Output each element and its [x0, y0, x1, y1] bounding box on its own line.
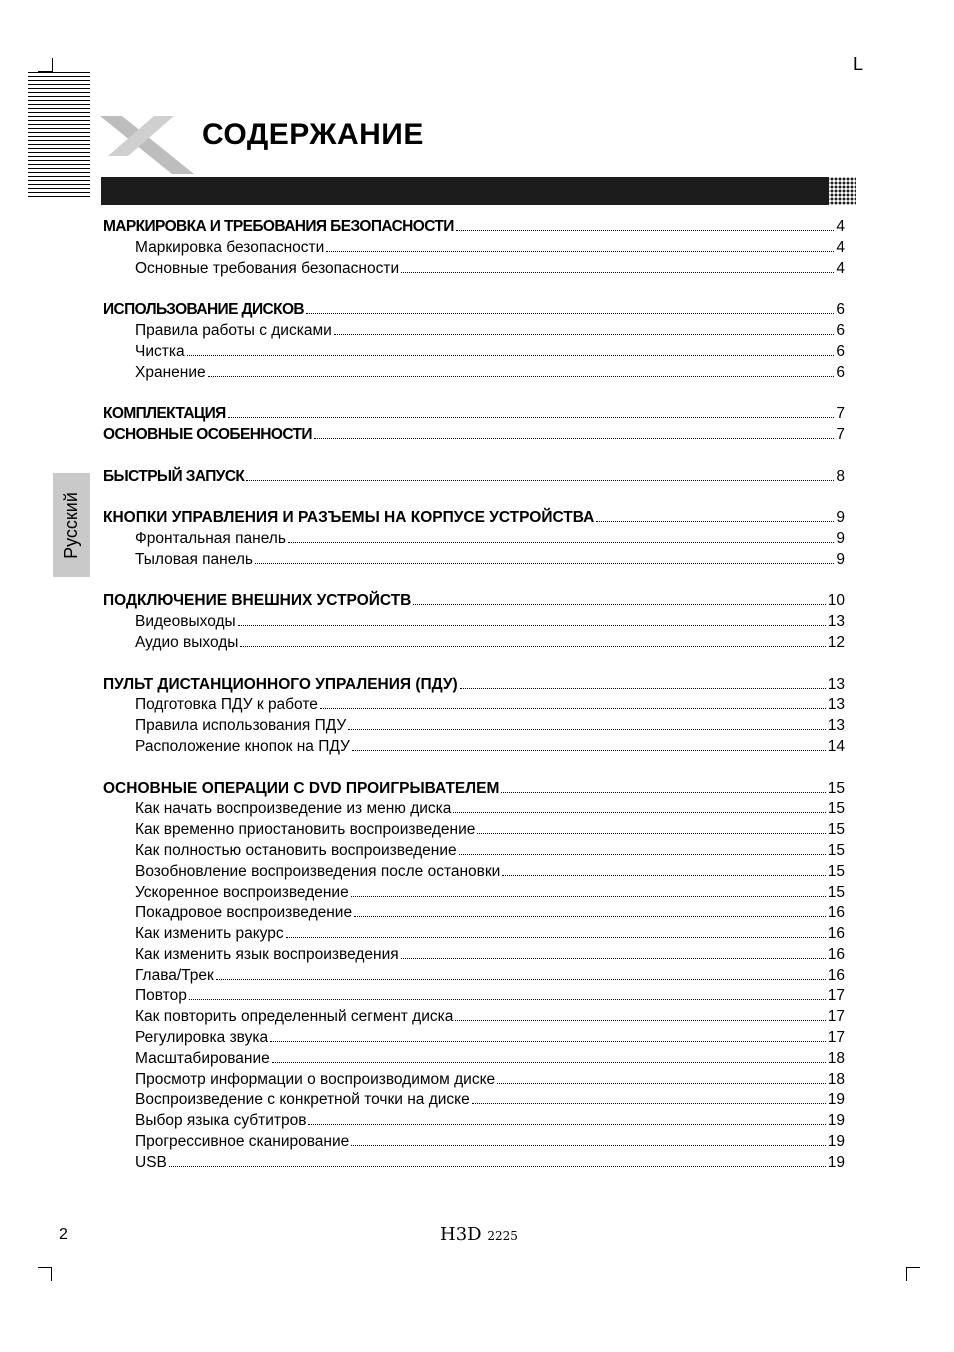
- toc-dot-leader: [216, 979, 826, 980]
- toc-entry-page: 10: [827, 592, 845, 610]
- toc-dot-leader: [351, 896, 826, 897]
- toc-dot-leader: [169, 1166, 826, 1167]
- toc-entry-label: ИСПОЛЬЗОВАНИЕ ДИСКОВ: [103, 301, 305, 319]
- toc-subsection-row: [103, 841, 845, 862]
- toc-entry-page: 12: [827, 633, 845, 651]
- toc-subsection-row: [103, 903, 845, 924]
- toc-spacer: [103, 446, 845, 467]
- toc-subsection-row: [103, 1049, 845, 1070]
- toc-entry-page: 15: [827, 883, 845, 901]
- toc-entry-page: 4: [836, 259, 845, 277]
- footer-number: 2225: [487, 1229, 518, 1243]
- toc-subsection-row: [103, 550, 845, 571]
- toc-dot-leader: [477, 833, 825, 834]
- toc-entry-page: 18: [827, 1049, 845, 1067]
- toc-entry-label: Как изменить ракурс: [135, 925, 284, 943]
- toc-section-row: [103, 425, 845, 446]
- toc-dot-leader: [459, 854, 826, 855]
- toc-entry-page: 15: [827, 800, 845, 818]
- toc-entry-label: Основные требования безопасности: [135, 259, 400, 277]
- crop-mark-bottom-left-h: [38, 1267, 52, 1268]
- toc-entry-label: Расположение кнопок на ПДУ: [135, 737, 350, 755]
- toc-entry-label: КОМПЛЕКТАЦИЯ: [103, 405, 226, 423]
- decorative-stripes: [28, 72, 90, 200]
- toc-entry-page: 7: [836, 425, 845, 443]
- toc-subsection-row: [103, 799, 845, 820]
- toc-section-row: [103, 300, 845, 321]
- toc-entry-label: КНОПКИ УПРАВЛЕНИЯ И РАЗЪЕМЫ НА КОРПУСЕ УСТРОЙСТВА: [103, 509, 595, 527]
- toc-entry-label: Подготовка ПДУ к работе: [135, 696, 318, 714]
- toc-dot-leader: [288, 542, 834, 543]
- toc-subsection-row: [103, 1028, 845, 1049]
- toc-entry-label: Правила работы с дисками: [135, 321, 332, 339]
- toc-entry-page: 13: [827, 613, 845, 631]
- toc-section-row: [103, 779, 845, 800]
- toc-entry-label: Выбор языка субтитров: [135, 1112, 307, 1130]
- toc-entry-page: 4: [836, 238, 845, 256]
- toc-entry-label: Глава/Трек: [135, 966, 214, 984]
- toc-dot-leader: [453, 812, 825, 813]
- crop-mark-bottom-right-h: [906, 1267, 920, 1268]
- toc-entry-label: Прогрессивное сканирование: [135, 1133, 350, 1151]
- toc-subsection-row: [103, 633, 845, 654]
- toc-entry-label: ОСНОВНЫЕ ОПЕРАЦИИ С DVD ПРОИГРЫВАТЕЛЕМ: [103, 779, 500, 797]
- toc-subsection-row: [103, 529, 845, 550]
- toc-entry-label: Возобновление воспроизведения после остановки: [135, 862, 501, 880]
- toc-entry-label: Как временно приостановить воспроизведение: [135, 821, 476, 839]
- toc-dot-leader: [272, 1062, 826, 1063]
- toc-entry-page: 17: [827, 1008, 845, 1026]
- toc-entry-label: Масштабирование: [135, 1049, 270, 1067]
- toc-entry-page: 13: [827, 675, 845, 693]
- toc-entry-page: 4: [836, 218, 845, 235]
- toc-dot-leader: [401, 958, 826, 959]
- toc-entry-label: Покадровое воспроизведение: [135, 904, 353, 922]
- toc-entry-page: 16: [827, 966, 845, 984]
- toc-dot-leader: [472, 1103, 826, 1104]
- toc-dot-leader: [270, 1041, 826, 1042]
- toc-dot-leader: [596, 521, 834, 522]
- toc-entry-page: 14: [827, 737, 845, 755]
- toc-entry-label: Регулировка звука: [135, 1029, 269, 1047]
- toc-dot-leader: [455, 1020, 825, 1021]
- toc-spacer: [103, 279, 845, 300]
- toc-entry-label: ПОДКЛЮЧЕНИЕ ВНЕШНИХ УСТРОЙСТВ: [103, 592, 412, 610]
- toc-entry-label: Маркировка безопасности: [135, 238, 325, 256]
- toc-entry-page: 13: [827, 696, 845, 714]
- toc-section-row: [103, 591, 845, 612]
- toc-dot-leader: [238, 625, 826, 626]
- toc-dot-leader: [348, 729, 825, 730]
- toc-entry-label: Просмотр информации о воспроизводимом диске: [135, 1070, 496, 1088]
- toc-dot-leader: [314, 438, 834, 439]
- toc-dot-leader: [334, 334, 835, 335]
- toc-entry-page: 15: [827, 821, 845, 839]
- toc-subsection-row: [103, 363, 845, 384]
- corner-mark: L: [853, 54, 864, 74]
- toc-subsection-row: [103, 321, 845, 342]
- toc-subsection-row: [103, 1070, 845, 1091]
- toc-dot-leader: [208, 376, 835, 377]
- toc-subsection-row: [103, 1132, 845, 1153]
- brand-x-logo-icon: [96, 108, 196, 178]
- toc-section-row: [103, 675, 845, 696]
- toc-entry-label: Как начать воспроизведение из меню диска: [135, 800, 452, 818]
- toc-entry-page: 15: [827, 841, 845, 859]
- toc-dot-leader: [401, 272, 834, 273]
- toc-entry-page: 19: [827, 1091, 845, 1109]
- toc-dot-leader: [460, 688, 826, 689]
- toc-entry-label: Как изменить язык воспроизведения: [135, 945, 399, 963]
- toc-entry-label: Правила использования ПДУ: [135, 717, 347, 735]
- language-side-tab-label: Русский: [61, 491, 82, 559]
- toc-entry-label: Ускоренное воспроизведение: [135, 883, 349, 901]
- toc-subsection-row: [103, 612, 845, 633]
- toc-dot-leader: [320, 708, 826, 709]
- toc-subsection-row: [103, 945, 845, 966]
- toc-section-row: [103, 217, 845, 238]
- title-bar-dots: [822, 177, 856, 205]
- toc-spacer: [103, 487, 845, 508]
- toc-entry-page: 17: [827, 987, 845, 1005]
- toc-entry-page: 6: [836, 363, 845, 381]
- toc-entry-label: Воспроизведение с конкретной точки на диске: [135, 1091, 470, 1109]
- toc-dot-leader: [352, 750, 826, 751]
- toc-dot-leader: [326, 251, 834, 252]
- crop-mark-top-left-v: [52, 58, 53, 72]
- page-title: СОДЕРЖАНИЕ: [202, 118, 424, 151]
- toc-entry-page: 19: [827, 1133, 845, 1151]
- toc-dot-leader: [246, 480, 834, 481]
- toc-entry-label: ПУЛЬТ ДИСТАНЦИОННОГО УПРАЛЕНИЯ (ПДУ): [103, 675, 458, 693]
- toc-entry-label: Аудио выходы: [135, 633, 239, 651]
- toc-subsection-row: [103, 1007, 845, 1028]
- toc-entry-page: 16: [827, 945, 845, 963]
- toc-dot-leader: [228, 417, 835, 418]
- toc-subsection-row: [103, 737, 845, 758]
- toc-subsection-row: [103, 342, 845, 363]
- toc-section-row: [103, 404, 845, 425]
- toc-entry-page: 19: [827, 1153, 845, 1171]
- toc-entry-label: Как полностью остановить воспроизведение: [135, 841, 457, 859]
- toc-entry-label: БЫСТРЫЙ ЗАПУСК: [103, 467, 245, 485]
- crop-mark-bottom-left-v: [51, 1267, 52, 1281]
- toc-dot-leader: [351, 1145, 826, 1146]
- toc-entry-label: USB: [135, 1153, 167, 1171]
- toc-entry-label: Повтор: [135, 987, 187, 1005]
- toc-entry-page: 16: [827, 925, 845, 943]
- toc-entry-page: 8: [836, 467, 845, 485]
- toc-entry-page: 13: [827, 717, 845, 735]
- toc-subsection-row: [103, 238, 845, 259]
- toc-entry-page: 7: [836, 405, 845, 423]
- toc-entry-page: 19: [827, 1112, 845, 1130]
- title-bar: [101, 177, 829, 205]
- toc-subsection-row: [103, 862, 845, 883]
- toc-subsection-row: [103, 1111, 845, 1132]
- toc-entry-label: ОСНОВНЫЕ ОСОБЕННОСТИ: [103, 425, 312, 443]
- toc-entry-label: Хранение: [135, 363, 206, 381]
- toc-dot-leader: [354, 916, 826, 917]
- toc-section-row: [103, 508, 845, 529]
- toc-spacer: [103, 758, 845, 779]
- language-side-tab: [53, 473, 90, 577]
- toc-entry-label: Фронтальная панель: [135, 529, 286, 547]
- toc-entry-page: 15: [827, 779, 845, 797]
- toc-subsection-row: [103, 986, 845, 1007]
- toc-entry-label: Как повторить определенный сегмент диска: [135, 1008, 454, 1026]
- toc-subsection-row: [103, 716, 845, 737]
- toc-subsection-row: [103, 966, 845, 987]
- toc-dot-leader: [456, 230, 835, 231]
- toc-subsection-row: [103, 883, 845, 904]
- toc-spacer: [103, 383, 845, 404]
- page-number: 2: [59, 1226, 68, 1243]
- toc-dot-leader: [189, 999, 826, 1000]
- footer-model-mark: [440, 1224, 518, 1245]
- toc-entry-label: Чистка: [135, 342, 185, 360]
- footer-model: H3D: [440, 1224, 482, 1245]
- toc-entry-page: 9: [836, 529, 845, 547]
- table-of-contents: [103, 217, 845, 1174]
- toc-dot-leader: [502, 875, 825, 876]
- toc-entry-page: 16: [827, 904, 845, 922]
- toc-subsection-row: [103, 695, 845, 716]
- toc-entry-page: 15: [827, 862, 845, 880]
- toc-entry-page: 9: [836, 550, 845, 568]
- toc-dot-leader: [187, 355, 835, 356]
- toc-dot-leader: [308, 1124, 825, 1125]
- toc-dot-leader: [306, 313, 834, 314]
- toc-entry-page: 6: [836, 301, 845, 319]
- toc-entry-page: 17: [827, 1029, 845, 1047]
- toc-dot-leader: [286, 937, 826, 938]
- toc-spacer: [103, 654, 845, 675]
- toc-entry-page: 9: [836, 509, 845, 527]
- toc-subsection-row: [103, 1153, 845, 1174]
- toc-subsection-row: [103, 1090, 845, 1111]
- toc-dot-leader: [255, 563, 834, 564]
- toc-subsection-row: [103, 924, 845, 945]
- toc-entry-label: Тыловая панель: [135, 550, 253, 568]
- toc-entry-page: 6: [836, 321, 845, 339]
- toc-entry-page: 18: [827, 1070, 845, 1088]
- toc-entry-label: МАРКИРОВКА И ТРЕБОВАНИЯ БЕЗОПАСНОСТИ: [103, 218, 454, 235]
- toc-dot-leader: [413, 604, 825, 605]
- toc-entry-page: 6: [836, 342, 845, 360]
- toc-subsection-row: [103, 259, 845, 280]
- toc-subsection-row: [103, 820, 845, 841]
- toc-entry-label: Видеовыходы: [135, 613, 236, 631]
- toc-dot-leader: [497, 1083, 826, 1084]
- crop-mark-bottom-right-v: [906, 1267, 907, 1281]
- toc-section-row: [103, 467, 845, 488]
- toc-dot-leader: [240, 646, 825, 647]
- toc-dot-leader: [501, 792, 825, 793]
- toc-spacer: [103, 571, 845, 592]
